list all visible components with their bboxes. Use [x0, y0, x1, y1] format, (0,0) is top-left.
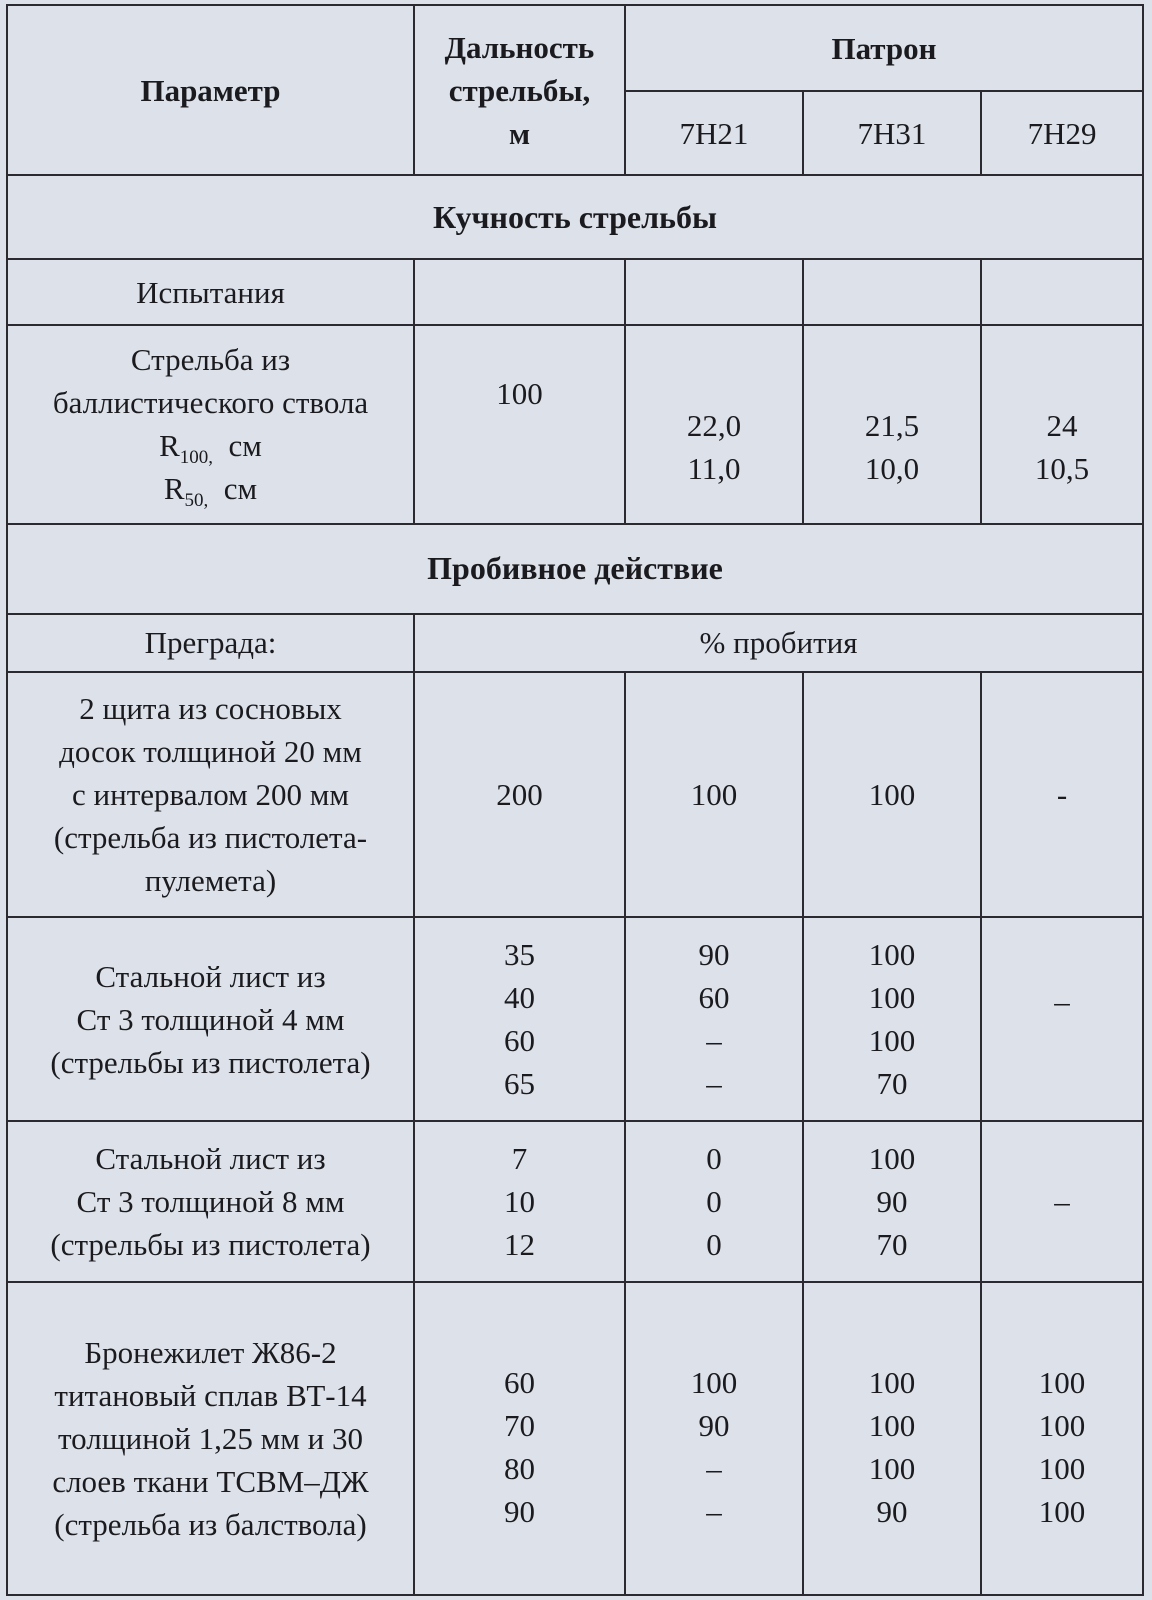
accuracy-range: 100: [414, 325, 625, 523]
steel4-7n29: –: [981, 917, 1143, 1121]
accuracy-7n29: 24 10,5: [981, 325, 1143, 523]
header-7n21: 7Н21: [625, 91, 803, 175]
armor-7n29: 100 100 100 100: [981, 1282, 1143, 1596]
steel4-7n31: 100 100 100 70: [803, 917, 981, 1121]
barrier-steel-4mm: Стальной лист из Ст 3 толщиной 4 мм (стрельбы из пистолета): [7, 917, 414, 1121]
barrier-body-armor: Бронежилет Ж86-2 титановый сплав ВТ-14 толщиной 1,25 мм и 30 слоев ткани ТСВМ–ДЖ (стрельба из балствола): [7, 1282, 414, 1596]
header-cartridge: Патрон: [625, 5, 1143, 91]
section-accuracy: Кучность стрельбы: [7, 175, 1143, 259]
barrier-pine-boards: 2 щита из сосновых досок толщиной 20 мм с интервалом 200 мм (стрельба из пистолета- пулемета): [7, 672, 414, 917]
pine-range: 200: [414, 672, 625, 917]
steel8-range: 7 10 12: [414, 1121, 625, 1281]
header-param: Параметр: [7, 5, 414, 175]
armor-7n31: 100 100 100 90: [803, 1282, 981, 1596]
header-range: Дальность стрельбы, м: [414, 5, 625, 175]
pine-7n21: 100: [625, 672, 803, 917]
steel4-7n21: 90 60 – –: [625, 917, 803, 1121]
pine-7n31: 100: [803, 672, 981, 917]
steel8-7n29: –: [981, 1121, 1143, 1281]
header-7n29: 7Н29: [981, 91, 1143, 175]
accuracy-row-label: Стрельба из баллистического ствола $R_{100,}$ см $R_{50,}$ см: [7, 325, 414, 523]
header-7n31: 7Н31: [803, 91, 981, 175]
barrier-steel-8mm: Стальной лист из Ст 3 толщиной 8 мм (стрельбы из пистолета): [7, 1121, 414, 1281]
barrier-label: Преграда:: [7, 614, 414, 672]
accuracy-7n31: 21,5 10,0: [803, 325, 981, 523]
armor-7n21: 100 90 – –: [625, 1282, 803, 1596]
tests-label: Испытания: [7, 259, 414, 325]
section-penetration: Пробивное действие: [7, 524, 1143, 614]
pine-7n29: -: [981, 672, 1143, 917]
steel4-range: 35 40 60 65: [414, 917, 625, 1121]
percent-label: % пробития: [414, 614, 1143, 672]
armor-range: 60 70 80 90: [414, 1282, 625, 1596]
steel8-7n21: 0 0 0: [625, 1121, 803, 1281]
accuracy-7n21: 22,0 11,0: [625, 325, 803, 523]
ammo-spec-table: [6, 4, 1144, 1596]
steel8-7n31: 100 90 70: [803, 1121, 981, 1281]
